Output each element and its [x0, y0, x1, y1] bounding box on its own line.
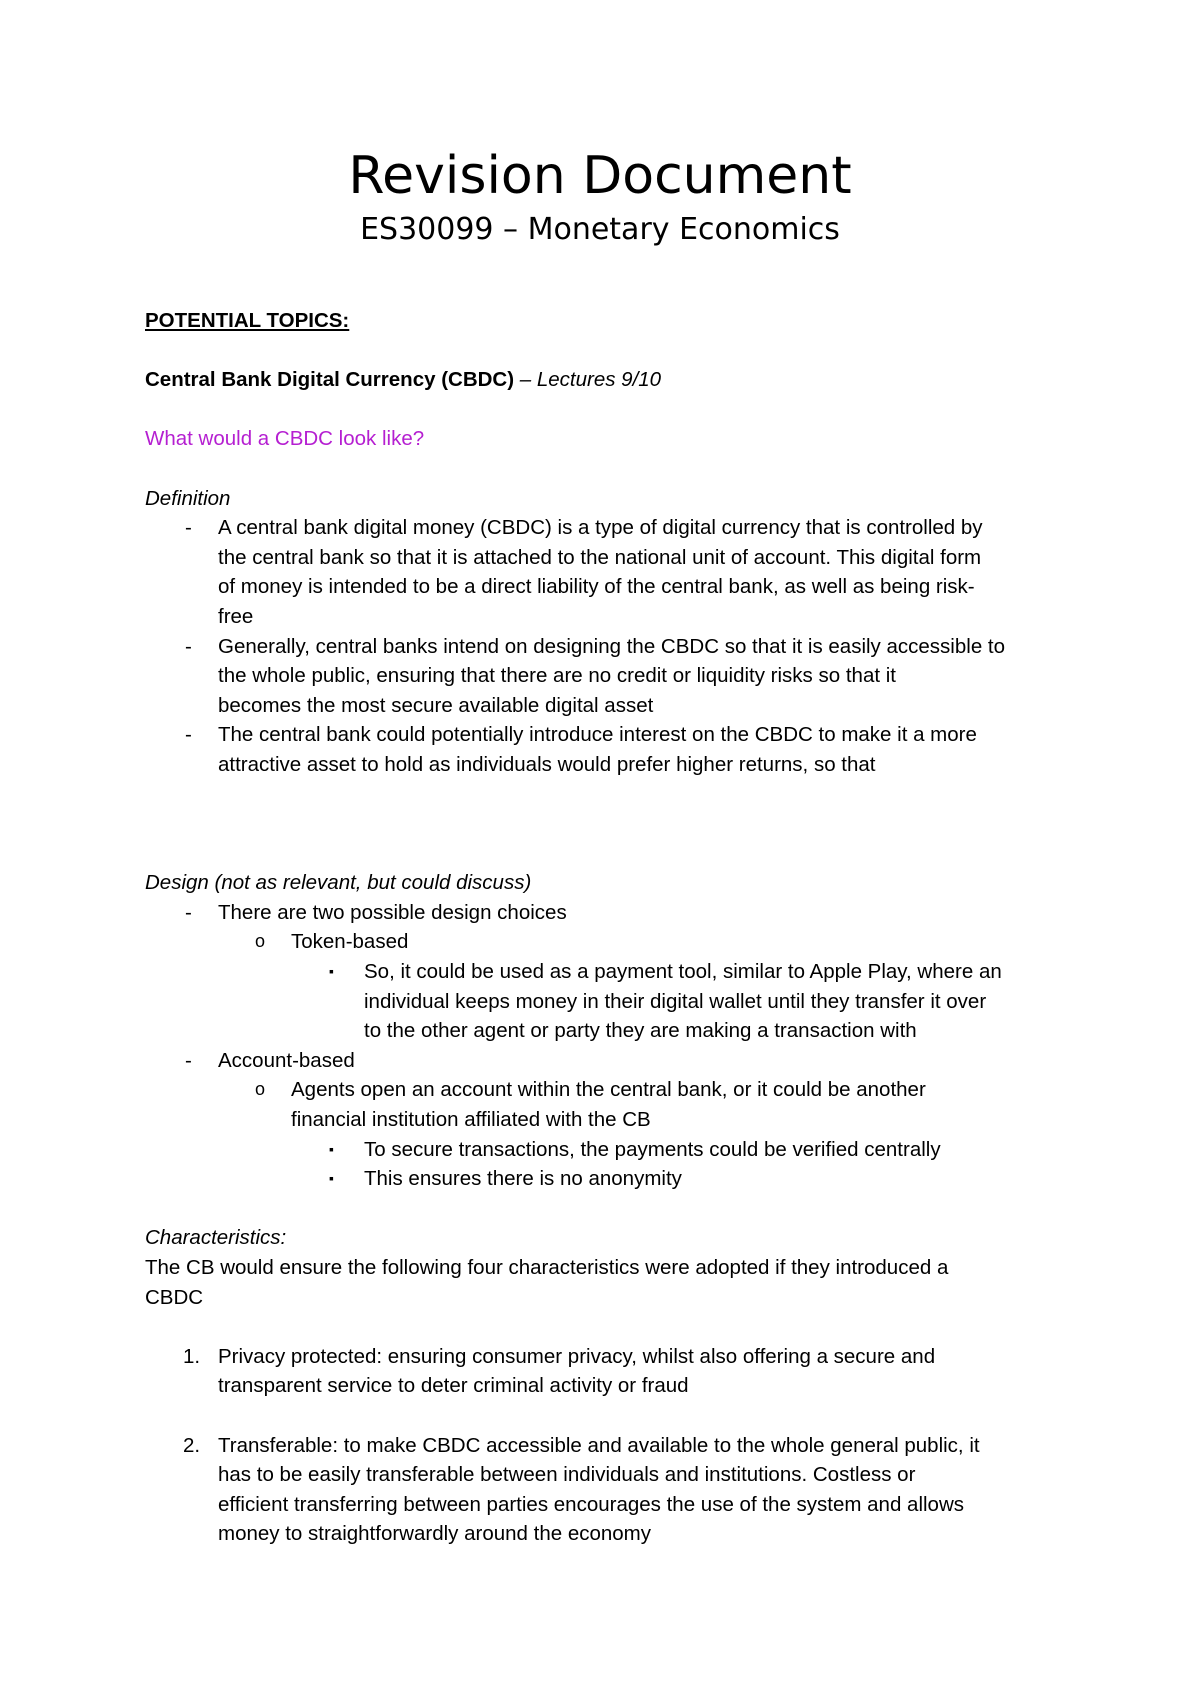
dash-marker: -: [185, 516, 192, 540]
document-title: Revision Document: [348, 146, 852, 206]
square-marker: ▪: [329, 1170, 334, 1187]
account-sub-2: ▪ This ensures there is no anonymity: [145, 1164, 1085, 1194]
number-marker: 2.: [183, 1433, 201, 1457]
cbdc-heading-line: [145, 365, 1085, 395]
number-marker: 1.: [183, 1344, 201, 1368]
dash-marker: -: [185, 723, 192, 747]
dash-marker: -: [185, 1048, 192, 1072]
token-detail: ▪ So, it could be used as a payment tool, similar to Apple Play, where an individual keeps money in their digital wallet until they transfer it over to the other agent or party they are making a transaction with: [145, 957, 1085, 1046]
numbered-item-1: 1. Privacy protected: ensuring consumer privacy, whilst also offering a secure and transparent service to deter criminal activity or fraud: [145, 1342, 1085, 1401]
design-item-2: - Account-based: [145, 1046, 1085, 1076]
account-detail: o Agents open an account within the central bank, or it could be another financial institution affiliated with the CB: [145, 1075, 1085, 1134]
definition-bullet-2: - Generally, central banks intend on designing the CBDC so that it is easily accessible to the whole public, ensuring that there are no credit or liquidity risks so that it becomes the most secure available digital asset: [145, 632, 1085, 721]
cbdc-heading: Central Bank Digital Currency (CBDC): [145, 368, 515, 392]
document-subtitle: ES30099 – Monetary Economics: [360, 212, 840, 247]
account-sub-1: ▪ To secure transactions, the payments could be verified centrally: [145, 1135, 1085, 1165]
square-marker: ▪: [329, 963, 334, 980]
question-heading: What would a CBDC look like?: [145, 427, 425, 451]
potential-topics-heading: POTENTIAL TOPICS:: [145, 309, 350, 332]
definition-bullet-3: - The central bank could potentially introduce interest on the CBDC to make it a more attractive asset to hold as individuals would prefer higher returns, so that: [145, 720, 1085, 779]
definition-heading: Definition: [145, 486, 231, 510]
definition-bullet-1: - A central bank digital money (CBDC) is a type of digital currency that is controlled by the central bank so that it is attached to the national unit of account. This digital form of money is intended to be a direct liability of the central bank, as well as being risk- free: [145, 513, 1085, 631]
circle-marker: o: [255, 931, 266, 952]
design-item-1: - There are two possible design choices: [145, 898, 1085, 928]
dash-marker: -: [185, 900, 192, 924]
dash-marker: -: [185, 634, 192, 658]
square-marker: ▪: [329, 1140, 334, 1157]
circle-marker: o: [255, 1079, 266, 1100]
document-body: [145, 306, 1085, 1549]
numbered-item-2: 2. Transferable: to make CBDC accessible and available to the whole general public, it has to be easily transferable between individuals and institutions. Costless or efficient transferring between parties encourages the use of the system and allows money to straightforwardly around the economy: [145, 1431, 1085, 1549]
characteristics-heading: Characteristics:: [145, 1226, 287, 1250]
design-token-based: o Token-based: [145, 927, 1085, 957]
cbdc-lectures: – Lectures 9/10: [514, 368, 662, 392]
characteristics-intro: The CB would ensure the following four characteristics were adopted if they introduced a CBDC: [145, 1256, 949, 1309]
design-heading: Design (not as relevant, but could discuss): [145, 871, 532, 895]
